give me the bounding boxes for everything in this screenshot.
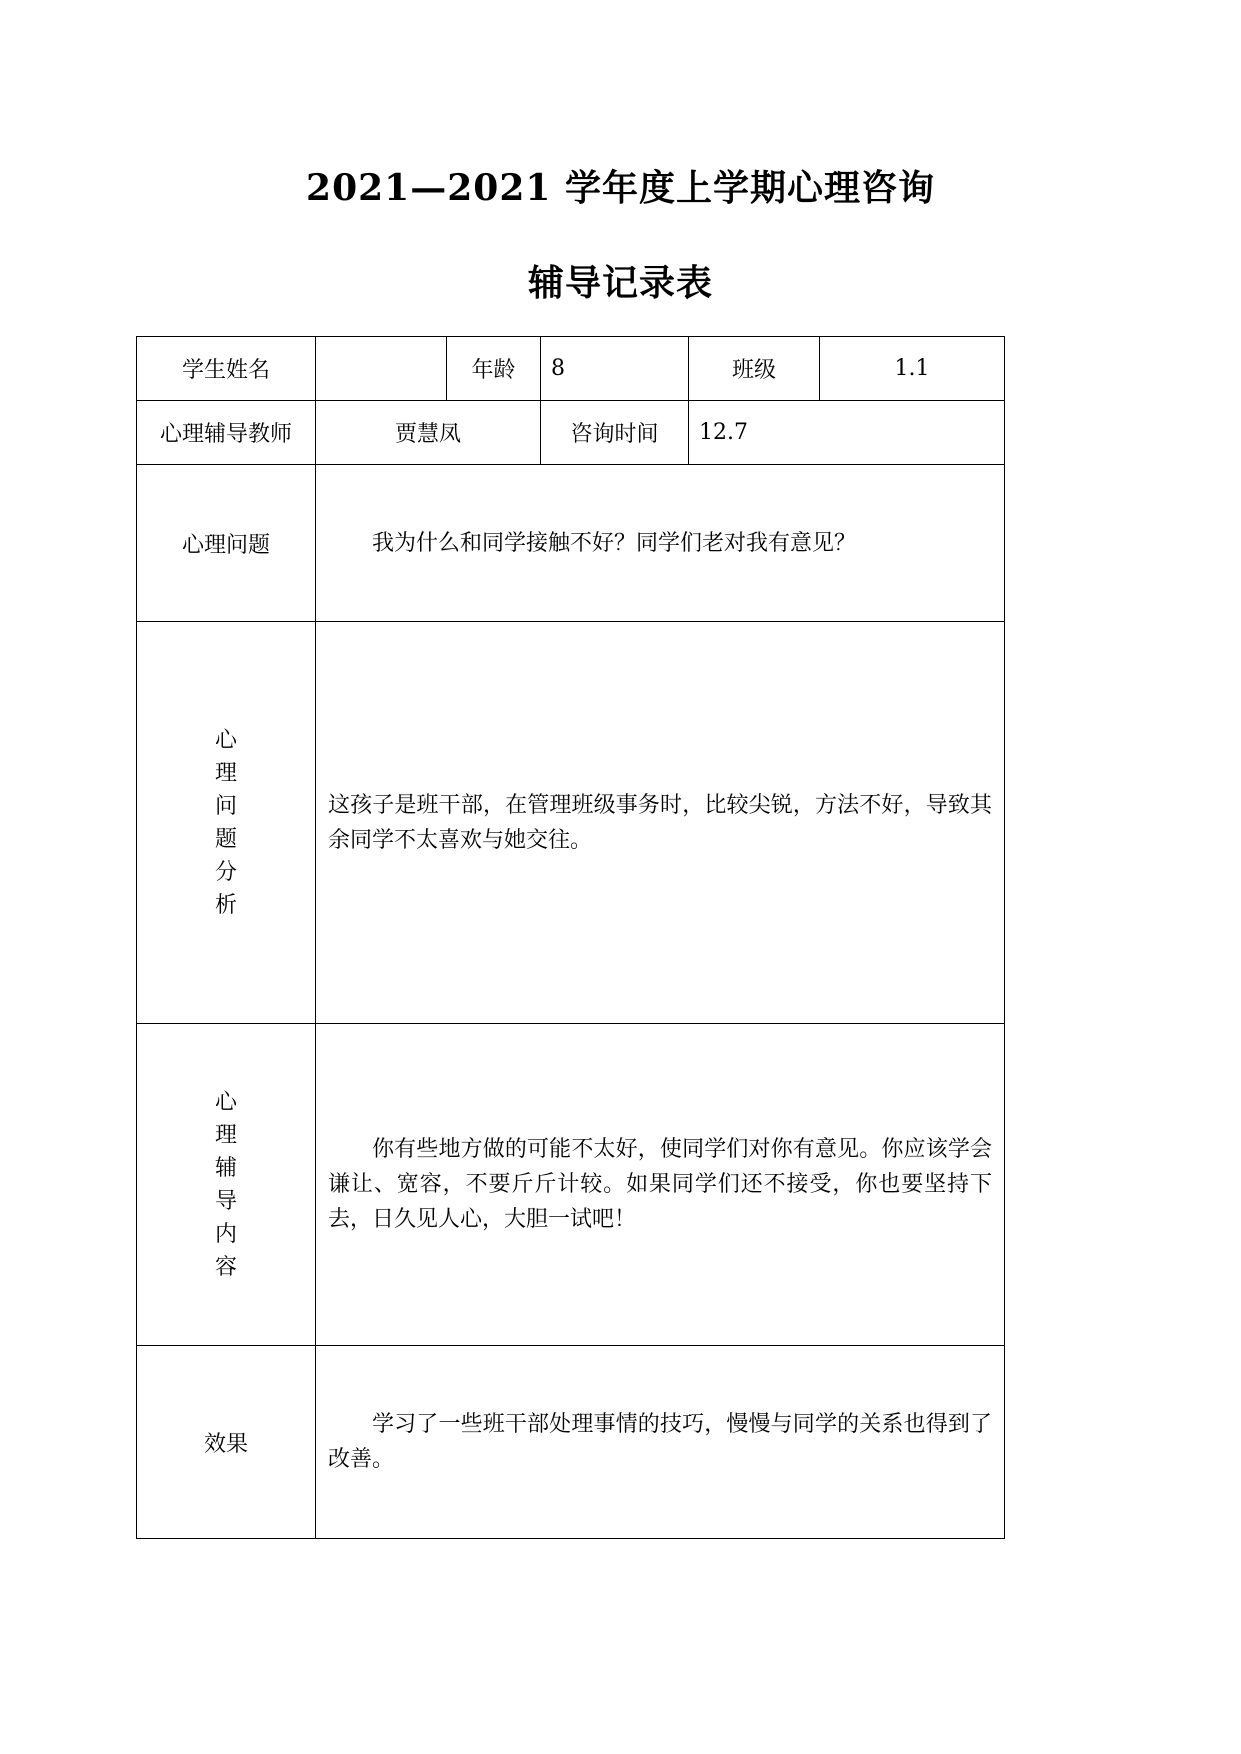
counseling-content-text: 你有些地方做的可能不太好，使同学们对你有意见。你应该学会谦让、宽容，不要斤斤计较。如果同学们还不接受，你也要坚持下去，日久见人心，大胆一试吧！ <box>316 1024 1005 1346</box>
table-row <box>137 622 1005 1024</box>
analysis-label-char: 题 <box>214 826 237 852</box>
form-title-line1: 2021—2021 学年度上学期心理咨询 <box>306 167 935 209</box>
class-label: 班级 <box>689 337 820 401</box>
age-label: 年龄 <box>447 337 541 401</box>
table-row <box>137 337 1005 401</box>
effect-label: 效果 <box>137 1346 316 1539</box>
counseling-content-label <box>137 1024 316 1346</box>
counseling-record-table <box>136 336 1005 1539</box>
age-value: 8 <box>541 337 689 401</box>
analysis-label-char: 析 <box>214 892 237 918</box>
counseling-label-char: 内 <box>214 1221 237 1247</box>
counseling-label-char: 辅 <box>214 1155 237 1181</box>
problem-label: 心理问题 <box>137 465 316 622</box>
teacher-label: 心理辅导教师 <box>137 401 316 465</box>
student-name-label: 学生姓名 <box>137 337 316 401</box>
table-row <box>137 401 1005 465</box>
counseling-label-char: 容 <box>214 1254 237 1280</box>
analysis-label-char: 问 <box>214 793 237 819</box>
analysis-label-char: 理 <box>214 760 237 786</box>
counseling-label-char: 心 <box>214 1089 237 1115</box>
analysis-label-char: 分 <box>214 859 237 885</box>
form-title-line2: 辅导记录表 <box>527 262 713 304</box>
table-row <box>137 1024 1005 1346</box>
consult-time-label: 咨询时间 <box>541 401 689 465</box>
analysis-label-char: 心 <box>214 727 237 753</box>
consult-time-value: 12.7 <box>689 401 1005 465</box>
teacher-value: 贾慧凤 <box>316 401 541 465</box>
analysis-text: 这孩子是班干部，在管理班级事务时，比较尖锐，方法不好，导致其余同学不太喜欢与她交往。 <box>316 622 1005 1024</box>
effect-text: 学习了一些班干部处理事情的技巧，慢慢与同学的关系也得到了改善。 <box>316 1346 1005 1539</box>
class-value: 1.1 <box>820 337 1005 401</box>
table-row <box>137 1346 1005 1539</box>
table-row <box>137 465 1005 622</box>
problem-text: 我为什么和同学接触不好？同学们老对我有意见？ <box>316 465 1005 622</box>
analysis-label <box>137 622 316 1024</box>
counseling-label-char: 导 <box>214 1188 237 1214</box>
student-name-value <box>316 337 447 401</box>
counseling-label-char: 理 <box>214 1122 237 1148</box>
